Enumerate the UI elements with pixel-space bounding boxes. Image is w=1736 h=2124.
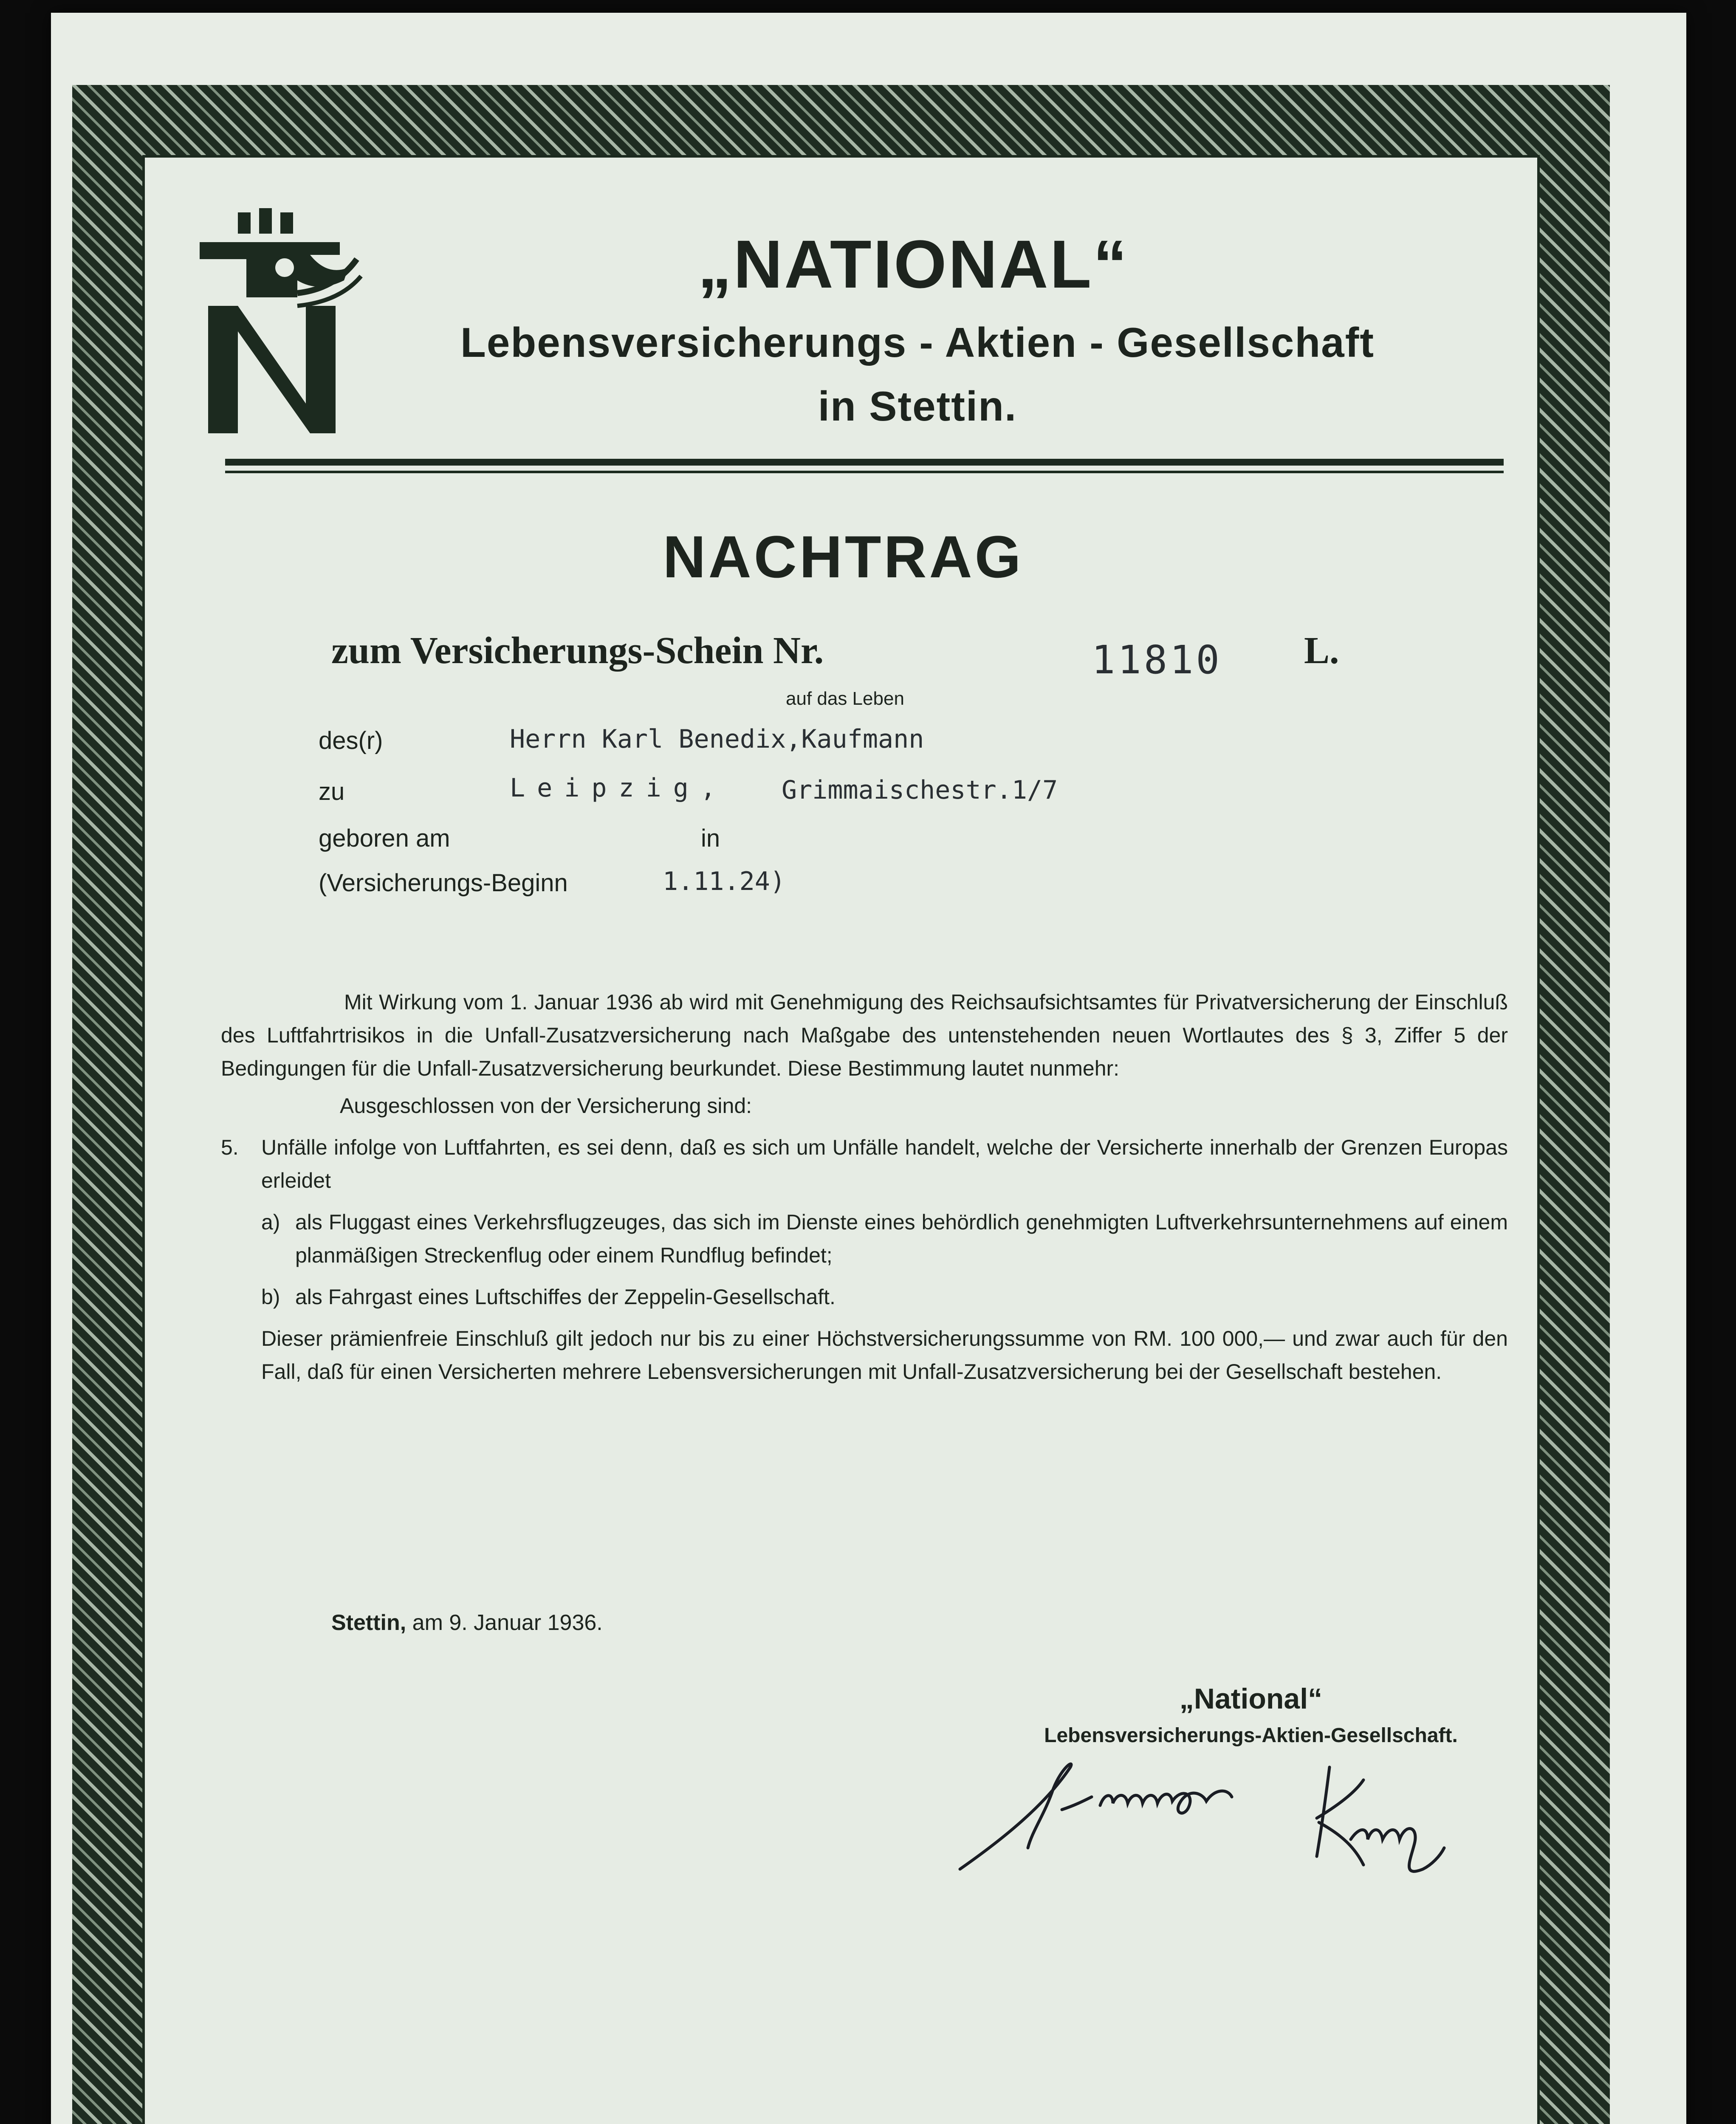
- company-city: in Stettin.: [818, 383, 1017, 429]
- residence-street: Grimmaischestr.1/7: [782, 775, 1058, 805]
- clause-5b-number: b): [261, 1285, 280, 1309]
- clause-5a-text: als Fluggast eines Verkehrsflugzeuges, das sich im Dienste eines behördlich genehmigten Luftverkehrsunternehmens auf einem planmäßigen Streckenflug oder einem Rundflug befindet;: [295, 1210, 1508, 1267]
- residence-city: Leipzig,: [510, 773, 728, 803]
- residence-label: zu: [319, 778, 345, 805]
- on-life-label: auf das Leben: [786, 688, 904, 709]
- born-label: geboren am: [319, 825, 450, 852]
- clause-5b: [261, 1280, 1508, 1313]
- clause-5a-number: a): [261, 1210, 280, 1234]
- header-rule-thin: [225, 471, 1504, 473]
- clause-5-text: Unfälle infolge von Luftfahrten, es sei denn, daß es sich um Unfälle handelt, welche der Versicherte innerhalb der Grenzen Europas erleidet: [261, 1135, 1508, 1192]
- policy-suffix: L.: [1304, 630, 1339, 672]
- national-logo-icon: [200, 204, 370, 442]
- document-content: [170, 178, 1516, 2124]
- document-title: NACHTRAG: [663, 523, 1024, 590]
- clause-5b-text: als Fahrgast eines Luftschiffes der Zeppelin-Gesellschaft.: [295, 1285, 836, 1309]
- place: Stettin,: [331, 1610, 406, 1635]
- insured-label: des(r): [319, 727, 383, 754]
- document-subtitle: zum Versicherungs-Schein Nr.: [331, 630, 824, 672]
- signature-company-quote: „National“: [1179, 1683, 1323, 1715]
- start-value: 1.11.24): [663, 867, 785, 896]
- date: am 9. Januar 1936.: [412, 1610, 603, 1635]
- born-in-label: in: [701, 825, 720, 852]
- insured-value: Herrn Karl Benedix,Kaufmann: [510, 724, 924, 754]
- handwritten-signatures: [934, 1742, 1487, 1903]
- policy-number: 11810: [1092, 637, 1222, 683]
- start-label: (Versicherungs-Beginn: [319, 869, 568, 897]
- endorsement-text: [221, 986, 1508, 1388]
- header-rule-thick: [225, 459, 1504, 466]
- clause-5-number: 5.: [221, 1135, 239, 1159]
- signature-company-name: Lebensversicherungs-Aktien-Gesellschaft.: [1044, 1724, 1458, 1747]
- paragraph-condition: Dieser prämienfreie Einschluß gilt jedoch nur bis zu einer Höchstversicherungssumme von RM. 100 000,— und zwar auch für den Fall, daß für einen Versicherten mehrere Lebensversicherungen mit Unfall-Zusatzversicherung bei der Gesellschaft bestehen.: [261, 1327, 1508, 1384]
- signature-block: [964, 1682, 1538, 1747]
- company-name-quote: „NATIONAL“: [697, 226, 1129, 302]
- exclusions-title: Ausgeschlossen von der Versicherung sind:: [340, 1094, 752, 1118]
- company-name: Lebensversicherungs - Aktien - Gesellschaft: [460, 319, 1375, 366]
- clause-5a: [261, 1206, 1508, 1272]
- clause-5: [221, 1131, 1508, 1197]
- paragraph-intro: Mit Wirkung vom 1. Januar 1936 ab wird mit Genehmigung des Reichsaufsichtsamtes für Privatversicherung der Einschluß des Luftfahrtrisikos in die Unfall-Zusatzversicherung nach Maßgabe des untenstehenden neuen Wortlautes des § 3, Ziffer 5 der Bedingungen für die Unfall-Zusatzversicherung beurkundet. Diese Bestimmung lautet nunmehr:: [221, 990, 1508, 1080]
- place-date: [331, 1610, 603, 1635]
